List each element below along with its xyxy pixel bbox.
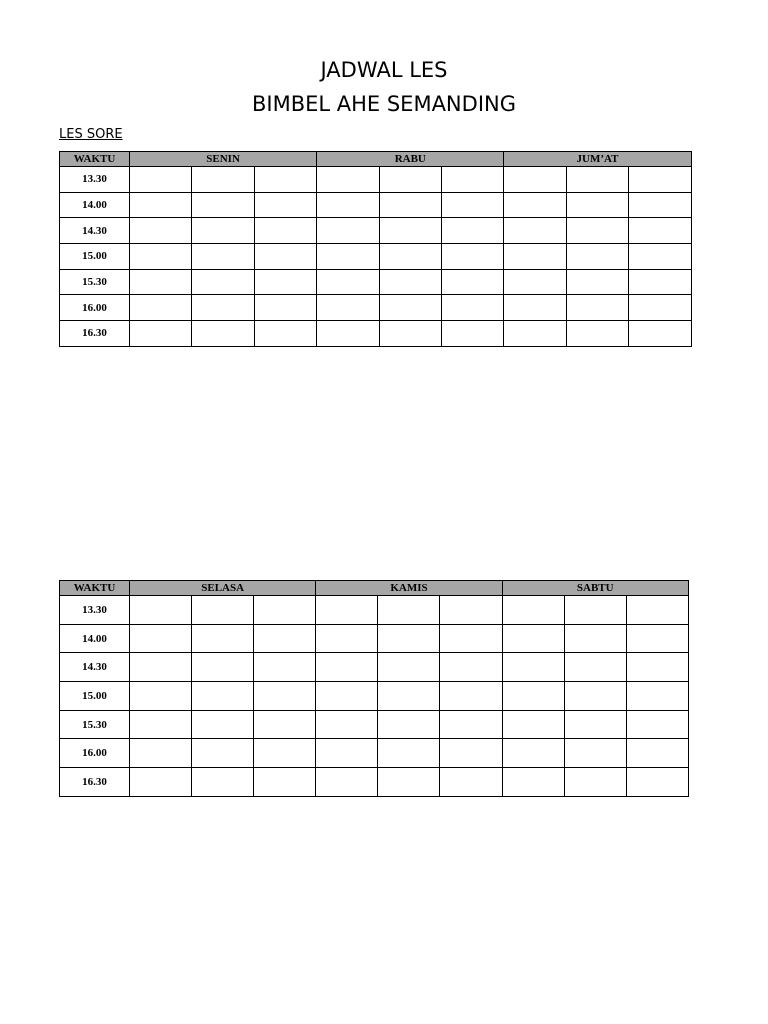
schedule-table-2 — [59, 580, 689, 797]
schedule-slot-cell[interactable] — [564, 768, 626, 797]
schedule-slot-cell[interactable] — [566, 295, 628, 321]
schedule-slot-cell[interactable] — [626, 710, 688, 739]
table-header-row — [60, 581, 689, 596]
schedule-slot-cell[interactable] — [440, 739, 502, 768]
table-row — [60, 710, 689, 739]
time-cell: 16.00 — [60, 295, 130, 321]
schedule-slot-cell[interactable] — [502, 682, 564, 711]
schedule-slot-cell[interactable] — [629, 295, 691, 321]
schedule-slot-cell[interactable] — [254, 321, 316, 347]
table-row — [60, 167, 692, 193]
schedule-slot-cell[interactable] — [502, 596, 564, 625]
table-header-row — [60, 152, 692, 167]
schedule-slot-cell[interactable] — [192, 167, 254, 193]
schedule-slot-cell[interactable] — [379, 244, 441, 270]
schedule-slot-cell[interactable] — [626, 653, 688, 682]
schedule-slot-cell[interactable] — [254, 244, 316, 270]
time-cell: 15.00 — [60, 244, 130, 270]
schedule-slot-cell[interactable] — [502, 710, 564, 739]
schedule-slot-cell[interactable] — [130, 321, 192, 347]
schedule-slot-cell[interactable] — [192, 218, 254, 244]
schedule-slot-cell[interactable] — [254, 653, 316, 682]
schedule-slot-cell[interactable] — [317, 269, 379, 295]
schedule-slot-cell[interactable] — [254, 295, 316, 321]
schedule-slot-cell[interactable] — [316, 682, 378, 711]
table-row — [60, 624, 689, 653]
schedule-slot-cell[interactable] — [317, 218, 379, 244]
schedule-slot-cell[interactable] — [254, 624, 316, 653]
table-row — [60, 739, 689, 768]
schedule-slot-cell[interactable] — [626, 768, 688, 797]
schedule-slot-cell[interactable] — [378, 682, 440, 711]
schedule-slot-cell[interactable] — [629, 269, 691, 295]
schedule-slot-cell[interactable] — [254, 768, 316, 797]
schedule-slot-cell[interactable] — [564, 739, 626, 768]
schedule-slot-cell[interactable] — [629, 167, 691, 193]
schedule-slot-cell[interactable] — [254, 682, 316, 711]
schedule-slot-cell[interactable] — [440, 768, 502, 797]
time-column-header: WAKTU — [60, 152, 130, 167]
schedule-slot-cell[interactable] — [441, 192, 503, 218]
schedule-slot-cell[interactable] — [192, 768, 254, 797]
schedule-slot-cell[interactable] — [130, 295, 192, 321]
schedule-slot-cell[interactable] — [378, 768, 440, 797]
schedule-slot-cell[interactable] — [629, 244, 691, 270]
day-header: SABTU — [502, 581, 688, 596]
table-row — [60, 682, 689, 711]
schedule-slot-cell[interactable] — [254, 192, 316, 218]
schedule-slot-cell[interactable] — [317, 192, 379, 218]
day-header: SELASA — [130, 581, 316, 596]
time-column-header: WAKTU — [60, 581, 130, 596]
schedule-slot-cell[interactable] — [192, 682, 254, 711]
schedule-slot-cell[interactable] — [379, 167, 441, 193]
table-row — [60, 321, 692, 347]
schedule-slot-cell[interactable] — [566, 244, 628, 270]
schedule-slot-cell[interactable] — [566, 269, 628, 295]
schedule-slot-cell[interactable] — [316, 653, 378, 682]
schedule-slot-cell[interactable] — [441, 244, 503, 270]
schedule-slot-cell[interactable] — [192, 624, 254, 653]
table-row — [60, 192, 692, 218]
schedule-slot-cell[interactable] — [629, 218, 691, 244]
schedule-slot-cell[interactable] — [564, 596, 626, 625]
schedule-slot-cell[interactable] — [440, 624, 502, 653]
day-header: SENIN — [130, 152, 317, 167]
schedule-slot-cell[interactable] — [441, 167, 503, 193]
schedule-slot-cell[interactable] — [626, 739, 688, 768]
schedule-slot-cell[interactable] — [440, 653, 502, 682]
schedule-slot-cell[interactable] — [502, 739, 564, 768]
schedule-slot-cell[interactable] — [626, 596, 688, 625]
schedule-slot-cell[interactable] — [192, 192, 254, 218]
schedule-slot-cell[interactable] — [130, 739, 192, 768]
schedule-slot-cell[interactable] — [192, 596, 254, 625]
schedule-slot-cell[interactable] — [254, 710, 316, 739]
schedule-slot-cell[interactable] — [130, 682, 192, 711]
schedule-slot-cell[interactable] — [379, 192, 441, 218]
schedule-slot-cell[interactable] — [378, 596, 440, 625]
schedule-slot-cell[interactable] — [626, 624, 688, 653]
schedule-slot-cell[interactable] — [504, 218, 566, 244]
schedule-slot-cell[interactable] — [504, 321, 566, 347]
schedule-table-1 — [59, 151, 692, 347]
section-label: LES SORE — [59, 127, 123, 142]
schedule-slot-cell[interactable] — [441, 218, 503, 244]
time-cell: 13.30 — [60, 596, 130, 625]
schedule-slot-cell[interactable] — [130, 167, 192, 193]
schedule-slot-cell[interactable] — [378, 624, 440, 653]
schedule-slot-cell[interactable] — [317, 321, 379, 347]
schedule-slot-cell[interactable] — [564, 653, 626, 682]
schedule-slot-cell[interactable] — [130, 624, 192, 653]
time-cell: 15.30 — [60, 269, 130, 295]
schedule-slot-cell[interactable] — [316, 624, 378, 653]
schedule-slot-cell[interactable] — [317, 244, 379, 270]
schedule-slot-cell[interactable] — [192, 710, 254, 739]
schedule-slot-cell[interactable] — [564, 624, 626, 653]
day-header: JUM’AT — [504, 152, 691, 167]
table-row — [60, 218, 692, 244]
schedule-slot-cell[interactable] — [504, 192, 566, 218]
schedule-slot-cell[interactable] — [130, 653, 192, 682]
time-cell: 14.30 — [60, 218, 130, 244]
schedule-slot-cell[interactable] — [566, 321, 628, 347]
schedule-slot-cell[interactable] — [440, 682, 502, 711]
schedule-slot-cell[interactable] — [192, 739, 254, 768]
time-cell: 16.30 — [60, 768, 130, 797]
schedule-slot-cell[interactable] — [316, 768, 378, 797]
schedule-slot-cell[interactable] — [130, 192, 192, 218]
schedule-slot-cell[interactable] — [192, 321, 254, 347]
schedule-slot-cell[interactable] — [130, 768, 192, 797]
table-row — [60, 653, 689, 682]
schedule-slot-cell[interactable] — [192, 295, 254, 321]
schedule-slot-cell[interactable] — [192, 244, 254, 270]
time-cell: 14.30 — [60, 653, 130, 682]
time-cell: 15.30 — [60, 710, 130, 739]
time-cell: 15.00 — [60, 682, 130, 711]
time-cell: 16.00 — [60, 739, 130, 768]
schedule-slot-cell[interactable] — [192, 653, 254, 682]
schedule-slot-cell[interactable] — [379, 321, 441, 347]
schedule-slot-cell[interactable] — [130, 244, 192, 270]
schedule-slot-cell[interactable] — [192, 269, 254, 295]
schedule-slot-cell[interactable] — [504, 295, 566, 321]
schedule-slot-cell[interactable] — [130, 269, 192, 295]
schedule-slot-cell[interactable] — [441, 321, 503, 347]
schedule-slot-cell[interactable] — [316, 710, 378, 739]
schedule-slot-cell[interactable] — [254, 596, 316, 625]
schedule-slot-cell[interactable] — [316, 596, 378, 625]
schedule-slot-cell[interactable] — [502, 768, 564, 797]
schedule-slot-cell[interactable] — [254, 167, 316, 193]
time-cell: 14.00 — [60, 192, 130, 218]
time-cell: 16.30 — [60, 321, 130, 347]
day-header: RABU — [317, 152, 504, 167]
schedule-slot-cell[interactable] — [379, 218, 441, 244]
table-row — [60, 768, 689, 797]
schedule-slot-cell[interactable] — [502, 653, 564, 682]
schedule-slot-cell[interactable] — [316, 739, 378, 768]
schedule-slot-cell[interactable] — [629, 321, 691, 347]
schedule-slot-cell[interactable] — [564, 710, 626, 739]
day-header: KAMIS — [316, 581, 502, 596]
schedule-slot-cell[interactable] — [130, 596, 192, 625]
schedule-slot-cell[interactable] — [440, 710, 502, 739]
schedule-slot-cell[interactable] — [504, 269, 566, 295]
table-row — [60, 269, 692, 295]
schedule-slot-cell[interactable] — [504, 167, 566, 193]
schedule-slot-cell[interactable] — [502, 624, 564, 653]
schedule-slot-cell[interactable] — [379, 295, 441, 321]
time-cell: 14.00 — [60, 624, 130, 653]
schedule-slot-cell[interactable] — [441, 269, 503, 295]
table-row — [60, 244, 692, 270]
schedule-slot-cell[interactable] — [378, 710, 440, 739]
schedule-slot-cell[interactable] — [254, 218, 316, 244]
schedule-slot-cell[interactable] — [566, 218, 628, 244]
page-subtitle: BIMBEL AHE SEMANDING — [251, 92, 516, 116]
time-cell: 13.30 — [60, 167, 130, 193]
table-row — [60, 295, 692, 321]
schedule-slot-cell[interactable] — [379, 269, 441, 295]
schedule-slot-cell[interactable] — [566, 192, 628, 218]
schedule-slot-cell[interactable] — [440, 596, 502, 625]
schedule-slot-cell[interactable] — [566, 167, 628, 193]
schedule-slot-cell[interactable] — [626, 682, 688, 711]
schedule-slot-cell[interactable] — [254, 739, 316, 768]
schedule-slot-cell[interactable] — [317, 295, 379, 321]
page-title: JADWAL LES — [320, 58, 448, 82]
schedule-slot-cell[interactable] — [130, 710, 192, 739]
schedule-slot-cell[interactable] — [378, 739, 440, 768]
schedule-slot-cell[interactable] — [564, 682, 626, 711]
table-row — [60, 596, 689, 625]
schedule-slot-cell[interactable] — [317, 167, 379, 193]
schedule-slot-cell[interactable] — [130, 218, 192, 244]
schedule-slot-cell[interactable] — [254, 269, 316, 295]
schedule-slot-cell[interactable] — [378, 653, 440, 682]
schedule-slot-cell[interactable] — [629, 192, 691, 218]
schedule-slot-cell[interactable] — [504, 244, 566, 270]
schedule-slot-cell[interactable] — [441, 295, 503, 321]
